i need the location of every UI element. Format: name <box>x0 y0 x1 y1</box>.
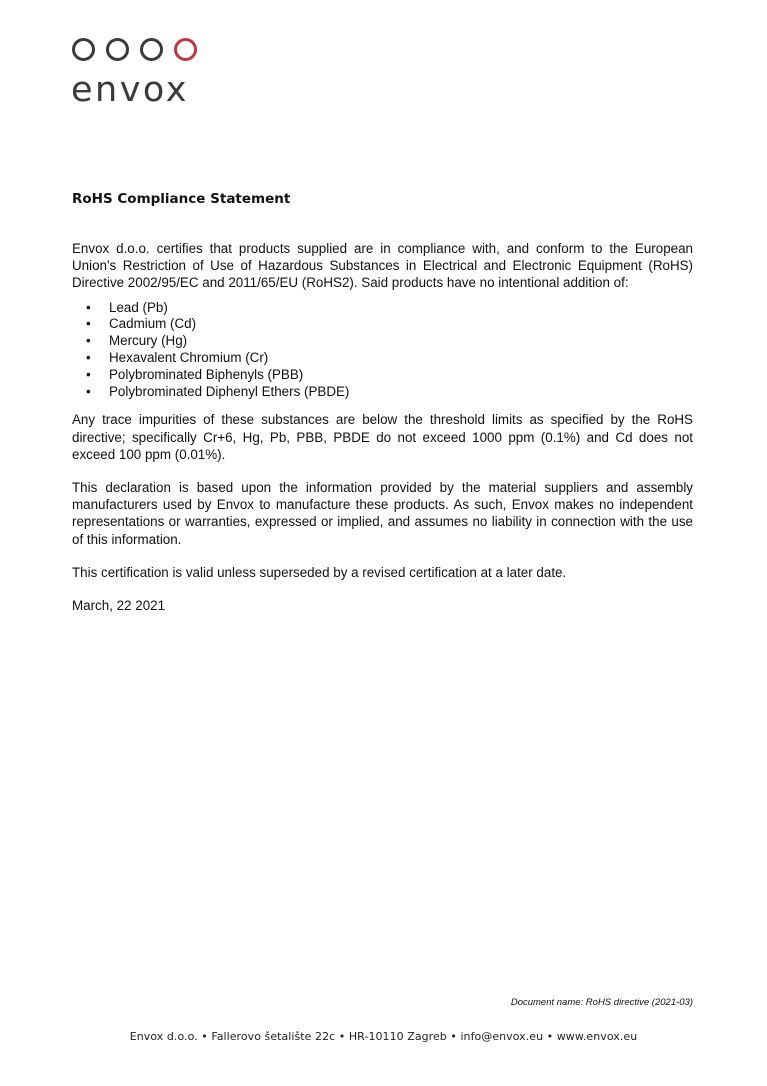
substance-list-item <box>72 350 693 367</box>
substance-list-item <box>72 384 693 401</box>
bullet-icon: • <box>86 383 91 399</box>
substance-label: Cadmium (Cd) <box>109 316 197 332</box>
logo-circle-accent-icon <box>174 38 197 61</box>
bullet-icon: • <box>86 316 91 332</box>
substance-list-item <box>72 333 693 350</box>
bullet-icon: • <box>86 299 91 315</box>
footer-contact: Envox d.o.o. • Fallerovo šetalište 22c • HR-10110 Zagreb • info@envox.eu • www.envox.eu <box>129 1030 638 1043</box>
document-body <box>72 240 693 630</box>
logo-circle-icon <box>72 38 95 61</box>
logo-circle-icon <box>140 38 163 61</box>
substance-label: Mercury (Hg) <box>109 333 188 349</box>
substance-list-item <box>72 300 693 317</box>
trace-paragraph: Any trace impurities of these substances are below the threshold limits as specified by the RoHS directive; specifically Cr+6, Hg, Pb, PBB, PBDE do not exceed 1000 ppm (0.1%) and Cd does not exceed 100 ppm (0.01%). <box>72 412 693 462</box>
substance-list-item <box>72 367 693 384</box>
logo-wordmark: envox <box>71 70 189 110</box>
document-name: Document name: RoHS directive (2021-03) <box>510 997 693 1008</box>
substance-list-item <box>72 316 693 333</box>
document-title: RoHS Compliance Statement <box>72 191 291 207</box>
substance-list <box>72 300 693 401</box>
bullet-icon: • <box>86 350 91 365</box>
substance-label: Polybrominated Biphenyls (PBB) <box>109 366 304 382</box>
bullet-icon: • <box>86 366 91 382</box>
bullet-icon: • <box>86 333 91 349</box>
substance-label: Lead (Pb) <box>109 299 168 315</box>
logo-circle-icon <box>106 38 129 61</box>
substance-label: Polybrominated Diphenyl Ethers (PBDE) <box>109 383 350 399</box>
statement-date: March, 22 2021 <box>72 598 166 614</box>
envox-logo <box>72 38 202 114</box>
validity-paragraph: This certification is valid unless superseded by a revised certification at a later date. <box>72 564 567 580</box>
substance-label: Hexavalent Chromium (Cr) <box>109 350 269 365</box>
declaration-paragraph: This declaration is based upon the information provided by the material suppliers and assembly manufacturers used by Envox to manufacture these products. As such, Envox makes no independent representations or warranties, expressed or implied, and assumes no liability in connection with the use of this information. <box>72 480 693 547</box>
intro-paragraph: Envox d.o.o. certifies that products supplied are in compliance with, and conform to the European Union's Restriction of Use of Hazardous Substances in Electrical and Electronic Equipment (RoHS) Directive 2002/95/EC and 2011/65/EU (RoHS2). Said products have no intentional addition of: <box>72 241 693 291</box>
